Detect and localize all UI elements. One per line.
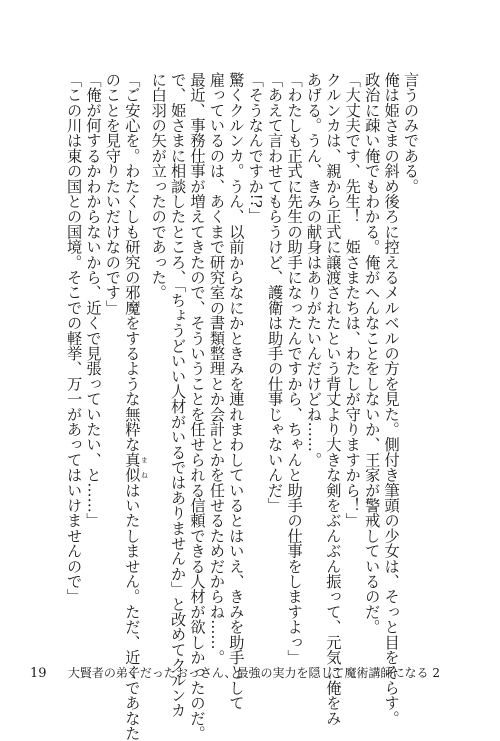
running-title: 大賢者の弟子だったおっさん、最強の実力を隠して魔術講師になる 2 (67, 666, 441, 680)
text-line: クルンカは、親から正式に譲渡されたという背丈より大きな剣をぶんぶん振って、元気に俺をみ (324, 72, 343, 726)
text-line: 俺は姫さまの斜め後ろに控えるメルベルの方を見た。側付き筆頭の少女は、そっと目をそらす。 (382, 72, 401, 726)
text-line: 言うのみである。 (402, 72, 420, 194)
text-line: 驚くクルンカ。うん、以前からなにかときみを連れまわしているとはいえ、きみを助手として (227, 72, 246, 711)
text-line: 政治に疎い俺でもわかる。俺がへんなことをしないか、王家が警戒しているのだ。 (363, 72, 382, 635)
text-line: に白羽の矢が立ったのであった。 (149, 72, 168, 300)
text-line: 「この川は東の国との国境。そこでの軽挙、万一があってはいけませんので」 (65, 72, 84, 604)
text-line: で、姫さまに相談したところ、「ちょうどいい人材がいるではありませんか」と改めてクルンカ (169, 72, 188, 718)
page-number: 19 (30, 666, 47, 681)
text-line: あげる。うん、きみの献身はありがたいんだけどね……。 (304, 72, 323, 468)
text-line: 「そうなんですか!?」 (246, 72, 265, 224)
text-line: 「わたしも正式に先生の助手になったんですから、ちゃんと助手の仕事をしますよっ」 (285, 72, 304, 665)
page-footer (30, 666, 440, 681)
text-line: 「大丈夫です、先生！ 姫さまたちは、わたしが守りますから！」 (343, 72, 362, 528)
text-line: のことを見守りたいだけなのです」 (103, 72, 122, 316)
text-line: 「俺が何するかわからないから、近くで見張っていたい、と……」 (84, 72, 103, 528)
furigana-ruby: 真似 まね (123, 452, 149, 483)
furigana-text: まね (140, 452, 149, 483)
text-line: 雇っているのは、あくまで研究室の書類整理とか会計とかを任せるためだからね……。 (207, 72, 226, 665)
text-line: 最近、事務仕事が増えてきたので、そういうことを任せられる信頼できる人材が欲しかったのだ。 (188, 72, 207, 741)
text-line: 「ご安心を。わたくしも研究の邪魔をするような無粋な真似 まねはいたしません。ただ、近くであなた (123, 72, 149, 741)
text-line: 「あえて言わせてもらうけど、護衛は助手の仕事じゃないんだ」 (266, 72, 285, 513)
